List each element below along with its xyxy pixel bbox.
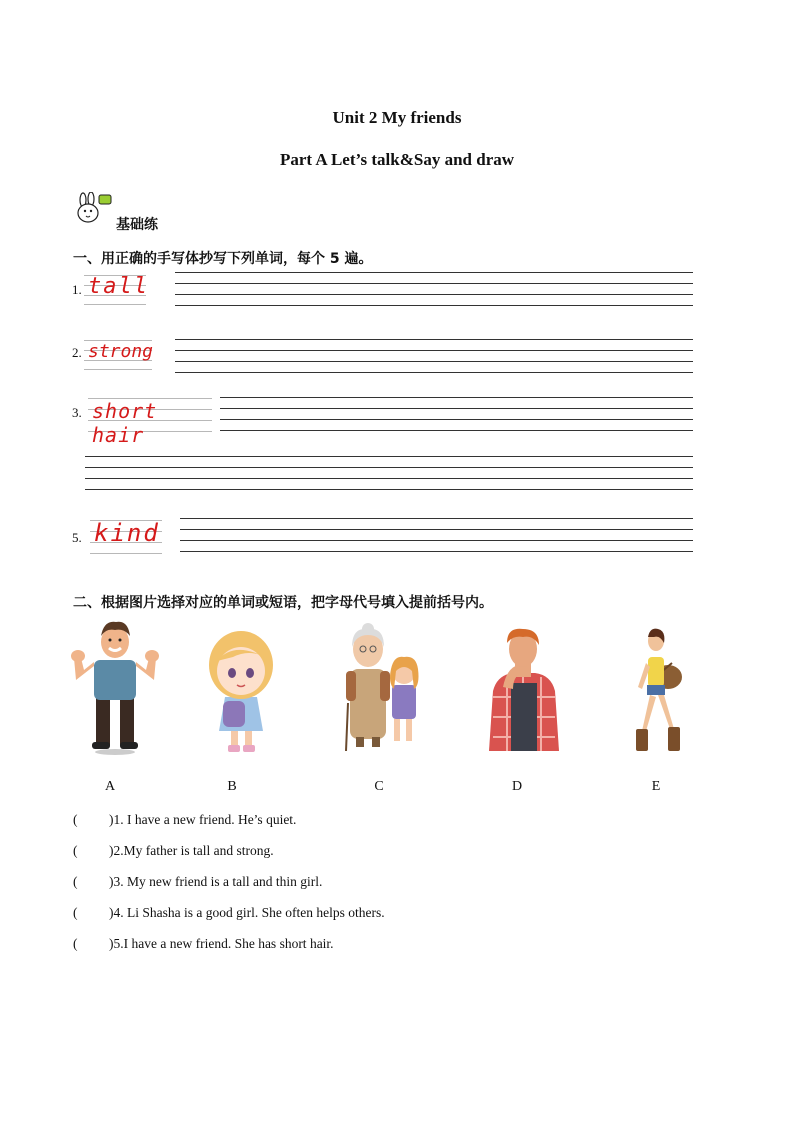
question-text-4: )4. Li Shasha is a good girl. She often helps others. <box>109 905 385 920</box>
answer-paren-2[interactable]: ( <box>73 843 78 858</box>
picture-b-girl-short-hair <box>203 627 279 755</box>
picture-label-a: A <box>104 779 116 794</box>
section1-heading: 一、用正确的手写体抄写下列单词，每个 5 遍。 <box>73 251 373 267</box>
question-text-3: )3. My new friend is a tall and thin girl. <box>109 874 323 889</box>
word-model-strong <box>84 340 152 370</box>
question-1[interactable] <box>73 812 296 828</box>
writing-lines-3[interactable] <box>220 397 693 431</box>
picture-label-d: D <box>511 779 523 794</box>
writing-lines-2[interactable] <box>175 339 693 373</box>
word-strong: strong <box>88 341 154 362</box>
answer-paren-1[interactable]: ( <box>73 812 78 827</box>
writing-lines-1[interactable] <box>175 272 693 306</box>
picture-label-b: B <box>227 779 237 794</box>
picture-label-e: E <box>651 779 661 794</box>
page-subtitle: Part A Let’s talk&Say and draw <box>279 150 515 169</box>
picture-a-strong-man <box>66 618 164 756</box>
question-text-1: )1. I have a new friend. He’s quiet. <box>109 812 297 827</box>
answer-paren-5[interactable]: ( <box>73 936 78 951</box>
answer-paren-4[interactable]: ( <box>73 905 78 920</box>
word-model-short-hair <box>88 398 212 447</box>
word-tall: tall <box>88 274 149 299</box>
item-number-1: 1. <box>72 282 82 297</box>
section2-heading: 二、根据图片选择对应的单词或短语，把字母代号填入提前括号内。 <box>73 595 493 611</box>
question-text-2: )2.My father is tall and strong. <box>109 843 274 858</box>
question-text-5: )5.I have a new friend. She has short hair. <box>109 936 334 951</box>
word-kind: kind <box>94 519 160 547</box>
writing-lines-5[interactable] <box>180 518 693 552</box>
item-number-3: 3. <box>72 405 82 420</box>
item-number-5: 5. <box>72 530 82 545</box>
question-5[interactable] <box>73 936 334 952</box>
word-model-kind <box>90 520 162 554</box>
writing-lines-4[interactable] <box>85 456 693 490</box>
word-short-hair: short hair <box>92 399 158 447</box>
rabbit-mascot-icon <box>74 192 114 224</box>
question-3[interactable] <box>73 874 322 890</box>
picture-d-thinking-man <box>483 627 565 753</box>
answer-paren-3[interactable]: ( <box>73 874 78 889</box>
picture-c-grandma-and-girl <box>338 623 422 753</box>
picture-e-walking-woman <box>620 627 692 757</box>
page-title: Unit 2 My friends <box>332 108 462 127</box>
question-2[interactable] <box>73 843 274 859</box>
picture-label-c: C <box>374 779 384 794</box>
question-4[interactable] <box>73 905 385 921</box>
word-model-tall <box>84 274 149 305</box>
basic-exercise-label: 基础练 <box>116 217 158 233</box>
item-number-2: 2. <box>72 345 82 360</box>
